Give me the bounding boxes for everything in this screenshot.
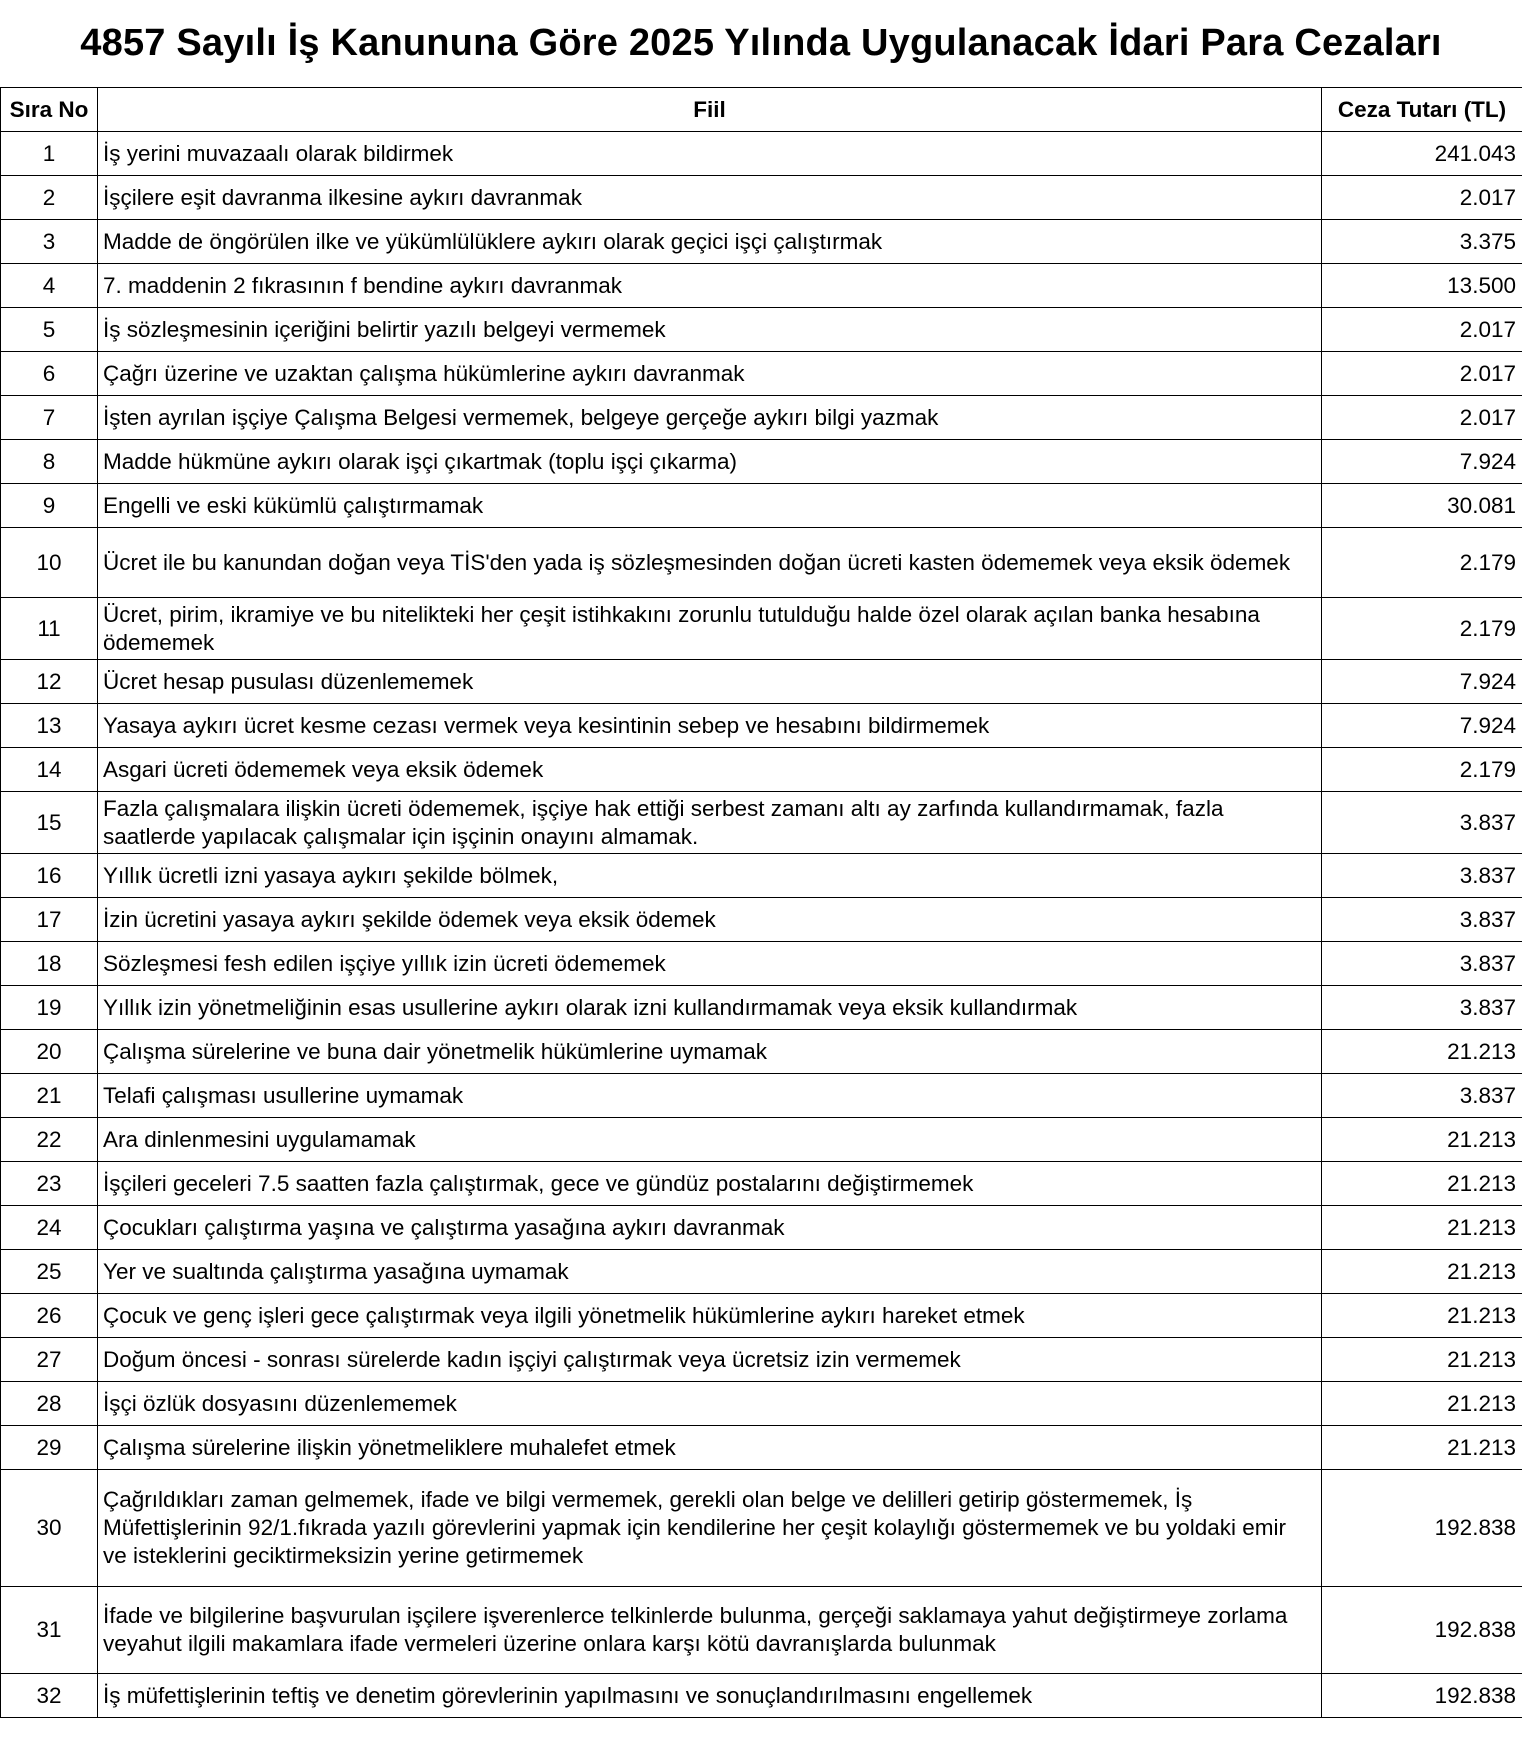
row-ceza-tutari: 2.017	[1322, 176, 1522, 220]
row-ceza-tutari: 21.213	[1322, 1338, 1522, 1382]
row-ceza-tutari: 192.838	[1322, 1674, 1522, 1718]
table-row	[1, 660, 1522, 704]
row-number: 9	[1, 484, 98, 528]
row-number: 30	[1, 1470, 98, 1587]
row-number: 22	[1, 1118, 98, 1162]
table-row	[1, 598, 1522, 660]
header-fiil: Fiil	[98, 88, 1322, 132]
row-ceza-tutari: 241.043	[1322, 132, 1522, 176]
row-ceza-tutari: 21.213	[1322, 1250, 1522, 1294]
row-number: 26	[1, 1294, 98, 1338]
row-ceza-tutari: 2.179	[1322, 748, 1522, 792]
row-ceza-tutari: 7.924	[1322, 440, 1522, 484]
row-number: 2	[1, 176, 98, 220]
table-row	[1, 1426, 1522, 1470]
page-title: 4857 Sayılı İş Kanununa Göre 2025 Yılında Uygulanacak İdari Para Cezaları	[80, 22, 1442, 64]
table-row	[1, 484, 1522, 528]
table-row	[1, 1162, 1522, 1206]
row-fiil: İşçileri geceleri 7.5 saatten fazla çalıştırmak, gece ve gündüz postalarını değiştirmemek	[98, 1162, 1322, 1206]
row-ceza-tutari: 3.837	[1322, 986, 1522, 1030]
row-fiil: Yıllık ücretli izni yasaya aykırı şekilde bölmek,	[98, 854, 1322, 898]
row-ceza-tutari: 2.179	[1322, 528, 1522, 598]
table-row	[1, 1030, 1522, 1074]
row-number: 11	[1, 598, 98, 660]
row-ceza-tutari: 2.017	[1322, 396, 1522, 440]
table-row	[1, 1470, 1522, 1587]
row-fiil: Ücret hesap pusulası düzenlememek	[98, 660, 1322, 704]
row-fiil: Asgari ücreti ödememek veya eksik ödemek	[98, 748, 1322, 792]
header-ceza-tutari: Ceza Tutarı (TL)	[1322, 88, 1522, 132]
row-fiil: İşçi özlük dosyasını düzenlememek	[98, 1382, 1322, 1426]
table-row	[1, 942, 1522, 986]
row-ceza-tutari: 30.081	[1322, 484, 1522, 528]
table-row	[1, 396, 1522, 440]
row-number: 4	[1, 264, 98, 308]
row-fiil: Telafi çalışması usullerine uymamak	[98, 1074, 1322, 1118]
row-number: 16	[1, 854, 98, 898]
row-number: 10	[1, 528, 98, 598]
row-fiil: Çalışma sürelerine ve buna dair yönetmelik hükümlerine uymamak	[98, 1030, 1322, 1074]
row-ceza-tutari: 13.500	[1322, 264, 1522, 308]
row-fiil: Çocuk ve genç işleri gece çalıştırmak veya ilgili yönetmelik hükümlerine aykırı hareket etmek	[98, 1294, 1322, 1338]
table-row	[1, 1074, 1522, 1118]
row-fiil: Ücret, pirim, ikramiye ve bu nitelikteki her çeşit istihkakını zorunlu tutulduğu halde özel olarak açılan banka hesabına ödememek	[98, 598, 1322, 660]
table-row	[1, 1382, 1522, 1426]
table-row	[1, 1118, 1522, 1162]
row-ceza-tutari: 192.838	[1322, 1587, 1522, 1674]
row-fiil: Madde de öngörülen ilke ve yükümlülüklere aykırı olarak geçici işçi çalıştırmak	[98, 220, 1322, 264]
row-ceza-tutari: 21.213	[1322, 1118, 1522, 1162]
table-row	[1, 176, 1522, 220]
row-ceza-tutari: 2.017	[1322, 352, 1522, 396]
row-number: 24	[1, 1206, 98, 1250]
table-row	[1, 1587, 1522, 1674]
row-fiil: Yer ve sualtında çalıştırma yasağına uymamak	[98, 1250, 1322, 1294]
row-number: 12	[1, 660, 98, 704]
row-ceza-tutari: 7.924	[1322, 704, 1522, 748]
table-row	[1, 264, 1522, 308]
row-ceza-tutari: 21.213	[1322, 1030, 1522, 1074]
table-row	[1, 854, 1522, 898]
row-number: 28	[1, 1382, 98, 1426]
row-fiil: Çalışma sürelerine ilişkin yönetmeliklere muhalefet etmek	[98, 1426, 1322, 1470]
table-row	[1, 440, 1522, 484]
row-fiil: 7. maddenin 2 fıkrasının f bendine aykırı davranmak	[98, 264, 1322, 308]
row-fiil: Yıllık izin yönetmeliğinin esas usullerine aykırı olarak izni kullandırmamak veya eksik kullandırmak	[98, 986, 1322, 1030]
row-number: 13	[1, 704, 98, 748]
row-ceza-tutari: 2.179	[1322, 598, 1522, 660]
row-ceza-tutari: 2.017	[1322, 308, 1522, 352]
row-number: 31	[1, 1587, 98, 1674]
row-number: 25	[1, 1250, 98, 1294]
row-ceza-tutari: 7.924	[1322, 660, 1522, 704]
row-number: 8	[1, 440, 98, 484]
row-ceza-tutari: 3.837	[1322, 1074, 1522, 1118]
row-number: 5	[1, 308, 98, 352]
row-number: 21	[1, 1074, 98, 1118]
table-row	[1, 1206, 1522, 1250]
row-number: 15	[1, 792, 98, 854]
table-header-row	[1, 88, 1522, 132]
table-row	[1, 704, 1522, 748]
row-ceza-tutari: 21.213	[1322, 1294, 1522, 1338]
row-number: 3	[1, 220, 98, 264]
row-fiil: Madde hükmüne aykırı olarak işçi çıkartmak (toplu işçi çıkarma)	[98, 440, 1322, 484]
table-row	[1, 898, 1522, 942]
table-row	[1, 1250, 1522, 1294]
row-number: 32	[1, 1674, 98, 1718]
row-fiil: İfade ve bilgilerine başvurulan işçilere işverenlerce telkinlerde bulunma, gerçeği saklamaya yahut değiştirmeye zorlama veyahut ilgili makamlara ifade vermeleri üzerine onlara karşı kötü davranışlarda bulunmak	[98, 1587, 1322, 1674]
row-fiil: Ücret ile bu kanundan doğan veya TİS'den yada iş sözleşmesinden doğan ücreti kasten ödememek veya eksik ödemek	[98, 528, 1322, 598]
row-number: 20	[1, 1030, 98, 1074]
row-ceza-tutari: 21.213	[1322, 1162, 1522, 1206]
row-fiil: İzin ücretini yasaya aykırı şekilde ödemek veya eksik ödemek	[98, 898, 1322, 942]
row-fiil: Doğum öncesi - sonrası sürelerde kadın işçiyi çalıştırmak veya ücretsiz izin vermemek	[98, 1338, 1322, 1382]
penalty-table	[0, 87, 1522, 1718]
row-ceza-tutari: 3.837	[1322, 854, 1522, 898]
row-ceza-tutari: 3.837	[1322, 792, 1522, 854]
row-fiil: Sözleşmesi fesh edilen işçiye yıllık izin ücreti ödememek	[98, 942, 1322, 986]
table-row	[1, 132, 1522, 176]
row-fiil: Çocukları çalıştırma yaşına ve çalıştırma yasağına aykırı davranmak	[98, 1206, 1322, 1250]
row-number: 18	[1, 942, 98, 986]
table-body	[1, 132, 1522, 1718]
row-fiil: İş müfettişlerinin teftiş ve denetim görevlerinin yapılmasını ve sonuçlandırılmasını engellemek	[98, 1674, 1322, 1718]
header-sira-no: Sıra No	[1, 88, 98, 132]
table-row	[1, 528, 1522, 598]
table-row	[1, 308, 1522, 352]
row-number: 14	[1, 748, 98, 792]
row-fiil: Fazla çalışmalara ilişkin ücreti ödememek, işçiye hak ettiği serbest zamanı altı ay zarfında kullandırmamak, fazla saatlerde yapılacak çalışmalar için işçinin onayını almamak.	[98, 792, 1322, 854]
table-row	[1, 1674, 1522, 1718]
table-row	[1, 352, 1522, 396]
row-number: 1	[1, 132, 98, 176]
row-ceza-tutari: 192.838	[1322, 1470, 1522, 1587]
row-number: 27	[1, 1338, 98, 1382]
row-fiil: İş yerini muvazaalı olarak bildirmek	[98, 132, 1322, 176]
row-fiil: İş sözleşmesinin içeriğini belirtir yazılı belgeyi vermemek	[98, 308, 1322, 352]
row-fiil: Çağrıldıkları zaman gelmemek, ifade ve bilgi vermemek, gerekli olan belge ve delilleri getirip göstermemek, İş Müfettişlerinin 92/1.fıkrada yazılı görevlerini yapmak için kendilerine her çeşit kolaylığı göstermemek ve bu yoldaki emir ve isteklerini geciktirmeksizin yerine getirmemek	[98, 1470, 1322, 1587]
table-row	[1, 1294, 1522, 1338]
table-row	[1, 1338, 1522, 1382]
row-fiil: Yasaya aykırı ücret kesme cezası vermek veya kesintinin sebep ve hesabını bildirmemek	[98, 704, 1322, 748]
row-ceza-tutari: 21.213	[1322, 1206, 1522, 1250]
row-ceza-tutari: 21.213	[1322, 1426, 1522, 1470]
row-number: 7	[1, 396, 98, 440]
row-fiil: İşçilere eşit davranma ilkesine aykırı davranmak	[98, 176, 1322, 220]
row-number: 6	[1, 352, 98, 396]
row-ceza-tutari: 21.213	[1322, 1382, 1522, 1426]
row-ceza-tutari: 3.837	[1322, 898, 1522, 942]
row-fiil: Engelli ve eski kükümlü çalıştırmamak	[98, 484, 1322, 528]
row-number: 19	[1, 986, 98, 1030]
row-fiil: İşten ayrılan işçiye Çalışma Belgesi vermemek, belgeye gerçeğe aykırı bilgi yazmak	[98, 396, 1322, 440]
table-row	[1, 220, 1522, 264]
row-ceza-tutari: 3.837	[1322, 942, 1522, 986]
row-number: 23	[1, 1162, 98, 1206]
row-number: 17	[1, 898, 98, 942]
row-fiil: Ara dinlenmesini uygulamamak	[98, 1118, 1322, 1162]
table-row	[1, 986, 1522, 1030]
row-ceza-tutari: 3.375	[1322, 220, 1522, 264]
row-fiil: Çağrı üzerine ve uzaktan çalışma hükümlerine aykırı davranmak	[98, 352, 1322, 396]
row-number: 29	[1, 1426, 98, 1470]
table-row	[1, 792, 1522, 854]
table-row	[1, 748, 1522, 792]
